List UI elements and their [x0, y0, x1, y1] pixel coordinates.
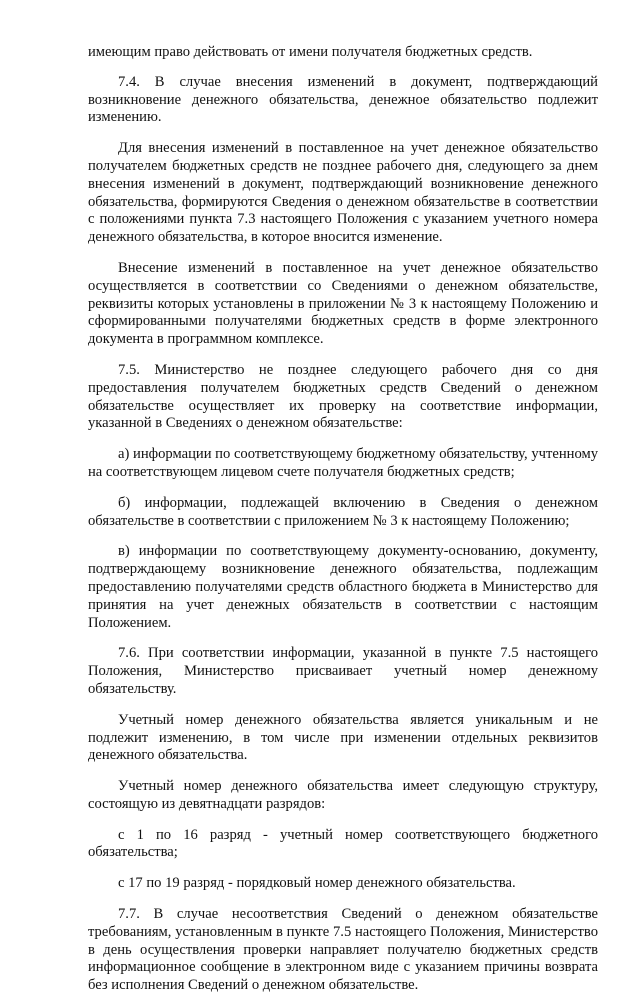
- paragraph-7-7: 7.7. В случае несоответствия Сведений о денежном обязательстве требованиям, установленным в пункте 7.5 настоящего Положения, Министерство в день осуществления проверки направляет получателю бюджетных средств информационное сообщение в электронном виде с указанием причины возврата без исполнения Сведений о денежном обязательстве.: [88, 906, 598, 994]
- paragraph-digits-17-19: с 17 по 19 разряд - порядковый номер денежного обязательства.: [118, 875, 516, 892]
- paragraph-changes-procedure: Для внесения изменений в поставленное на учет денежное обязательство получателем бюджетных средств не позднее рабочего дня, следующего за днем внесения изменений в документ, подтверждающий возникновение денежного обязательства, формируются Сведения о денежном обязательстве в соответствии с положениями пункта 7.3 настоящего Положения с указанием учетного номера денежного обязательства, в которое вносится изменение.: [88, 140, 598, 246]
- paragraph-7-4: 7.4. В случае внесения изменений в документ, подтверждающий возникновение денежного обязательства, денежное обязательство подлежит изменению.: [88, 73, 598, 126]
- list-item-b: б) информации, подлежащей включению в Сведения о денежном обязательстве в соответствии с приложением № 3 к настоящему Положению;: [88, 494, 598, 529]
- list-item-v: в) информации по соответствующему документу-основанию, документу, подтверждающему возникновение денежного обязательства, подлежащим предоставлению получателями средств областного бюджета в Министерство для принятия на учет денежных обязательств в соответствии с настоящим Положением.: [88, 543, 598, 631]
- paragraph-7-6: 7.6. При соответствии информации, указанной в пункте 7.5 настоящего Положения, Министерство присваивает учетный номер денежному обязательству.: [88, 645, 598, 697]
- paragraph-digits-1-16: с 1 по 16 разряд - учетный номер соответствующего бюджетного обязательства;: [88, 826, 598, 861]
- paragraph-continuation: имеющим право действовать от имени получателя бюджетных средств.: [88, 44, 533, 60]
- paragraph-7-5: 7.5. Министерство не позднее следующего рабочего дня со дня предоставления получателем бюджетных средств Сведений о денежном обязательстве осуществляет их проверку на соответствие информации, указанной в Сведениях о денежном обязательстве:: [88, 361, 598, 432]
- paragraph-number-structure: Учетный номер денежного обязательства имеет следующую структуру, состоящую из девятнадцати разрядов:: [88, 778, 598, 812]
- paragraph-unique-number: Учетный номер денежного обязательства является уникальным и не подлежит изменению, в том числе при изменении отдельных реквизитов денежного обязательства.: [88, 711, 598, 764]
- paragraph-changes-basis: Внесение изменений в поставленное на учет денежное обязательство осуществляется в соответствии со Сведениями о денежном обязательстве, реквизиты которых установлены в приложении № 3 к настоящему Положению и сформированными получателями бюджетных средств в форме электронного документа в программном комплексе.: [88, 259, 598, 348]
- list-item-a: а) информации по соответствующему бюджетному обязательству, учтенному на соответствующем лицевом счете получателя бюджетных средств;: [88, 446, 598, 480]
